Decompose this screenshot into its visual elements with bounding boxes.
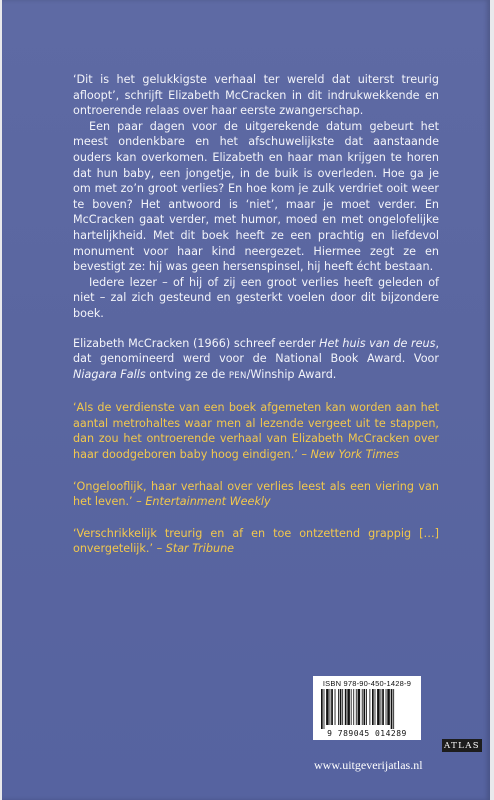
barcode-stripe bbox=[353, 689, 354, 725]
barcode-stripe bbox=[331, 689, 333, 725]
barcode-stripe bbox=[345, 689, 347, 725]
bio-book-title-1: Het huis van de reus bbox=[319, 336, 436, 350]
quote-1-source: New York Times bbox=[310, 448, 400, 462]
barcode-stripe bbox=[391, 689, 393, 729]
barcode bbox=[313, 676, 421, 740]
blurb-paragraph-3: Iedere lezer – of hij of zij een groot verlies heeft geleden of niet – zal zich gesteund en gesterkt voelen door dit bijzondere boek. bbox=[73, 275, 439, 320]
barcode-stripe bbox=[321, 689, 323, 729]
barcode-stripe bbox=[324, 689, 325, 729]
bio-pen: PEN bbox=[228, 370, 247, 381]
barcode-stripe bbox=[362, 689, 363, 725]
barcode-stripe bbox=[326, 689, 329, 725]
barcode-stripe bbox=[381, 689, 382, 725]
barcode-stripe bbox=[347, 689, 350, 725]
barcode-stripe bbox=[393, 689, 394, 729]
back-cover-text bbox=[73, 72, 439, 557]
bio-text-2: , dat genomineerd werd voor de National Book Award. Voor bbox=[73, 336, 439, 366]
barcode-stripe bbox=[358, 689, 361, 725]
review-quote-1 bbox=[73, 400, 439, 462]
barcode-stripe bbox=[372, 689, 374, 725]
barcode-bars bbox=[321, 689, 417, 729]
barcode-stripe bbox=[338, 689, 339, 725]
quote-2-source: Entertainment Weekly bbox=[145, 495, 271, 509]
barcode-stripe bbox=[351, 689, 352, 725]
blurb-paragraph-1: ‘Dit is het gelukkigste verhaal ter wereld dat uiterst treurig afloopt’, schrijft Elizabeth McCracken in dit indrukwekkende en ontroerende relaas over haar eerste zwangerschap. bbox=[73, 73, 439, 118]
quote-3-source: Star Tribune bbox=[165, 542, 235, 556]
barcode-stripe bbox=[387, 689, 390, 725]
barcode-stripe bbox=[342, 689, 343, 725]
publisher-website: www.uitgeverijatlas.nl bbox=[314, 758, 423, 772]
barcode-stripe bbox=[364, 689, 366, 725]
barcode-stripe bbox=[356, 689, 357, 725]
barcode-stripe bbox=[377, 689, 380, 725]
isbn-label: ISBN 978-90-450-1428-9 bbox=[322, 679, 412, 688]
barcode-stripe bbox=[335, 689, 336, 725]
barcode-stripe bbox=[330, 689, 331, 725]
publisher-logo: ATLAS bbox=[442, 739, 482, 752]
bio-text-1: Elizabeth McCracken (1966) schreef eerder bbox=[73, 336, 320, 350]
bio-book-title-2: Niagara Falls bbox=[73, 367, 146, 381]
back-cover bbox=[2, 0, 490, 800]
quote-3-text: ‘Verschrikkelijk treurig en af en toe ontzettend grappig […] onvergetelijk.’ – bbox=[73, 526, 439, 556]
barcode-stripe bbox=[375, 689, 376, 725]
bio-text-3: ontving ze de bbox=[145, 367, 229, 381]
barcode-stripe bbox=[369, 689, 370, 725]
barcode-digits: 9 789045 014289 bbox=[327, 729, 407, 738]
barcode-stripe bbox=[382, 689, 384, 725]
quote-1-text: ‘Als de verdienste van een boek afgemeten kan worden aan het aantal metrohaltes waar men al lezende vergeet uit te stappen, dan zou het ontroerende verhaal van Elizabeth McCracken over haar doodgeboren baby hoog eindigen.’ – bbox=[73, 401, 439, 462]
bio-text-4: /Winship Award. bbox=[246, 367, 337, 381]
barcode-stripe bbox=[386, 689, 387, 725]
review-quote-2 bbox=[73, 479, 439, 510]
barcode-stripe bbox=[340, 689, 342, 725]
review-quote-3 bbox=[73, 526, 439, 557]
quote-2-text: ‘Ongelooflijk, haar verhaal over verlies leest als een viering van het leven.’ – bbox=[73, 479, 439, 509]
barcode-stripe bbox=[366, 689, 367, 725]
author-bio bbox=[73, 336, 439, 385]
blurb-paragraph-2: Een paar dagen voor de uitgerekende datum gebeurt het meest ondenkbare en het afschuwelijkste dat aanstaande ouders kan overkomen. Elizabeth en haar man krijgen te horen dat hun baby, een jongetje, in de buik is overleden. Hoe ga je om met zo’n groot verlies? En hoe kom je zulk verdriet ooit weer te boven? Het antwoord is ‘niet’, maar je moet verder. En McCracken gaat verder, met humor, moed en met ongelofelijke hartelijkheid. Met dit boek heeft ze een prachtig en liefdevol monument voor haar kind neergezet. Hiermee zegt ze en bevestigt ze: hij was geen hersenspinsel, hij heeft écht bestaan. bbox=[73, 119, 439, 274]
